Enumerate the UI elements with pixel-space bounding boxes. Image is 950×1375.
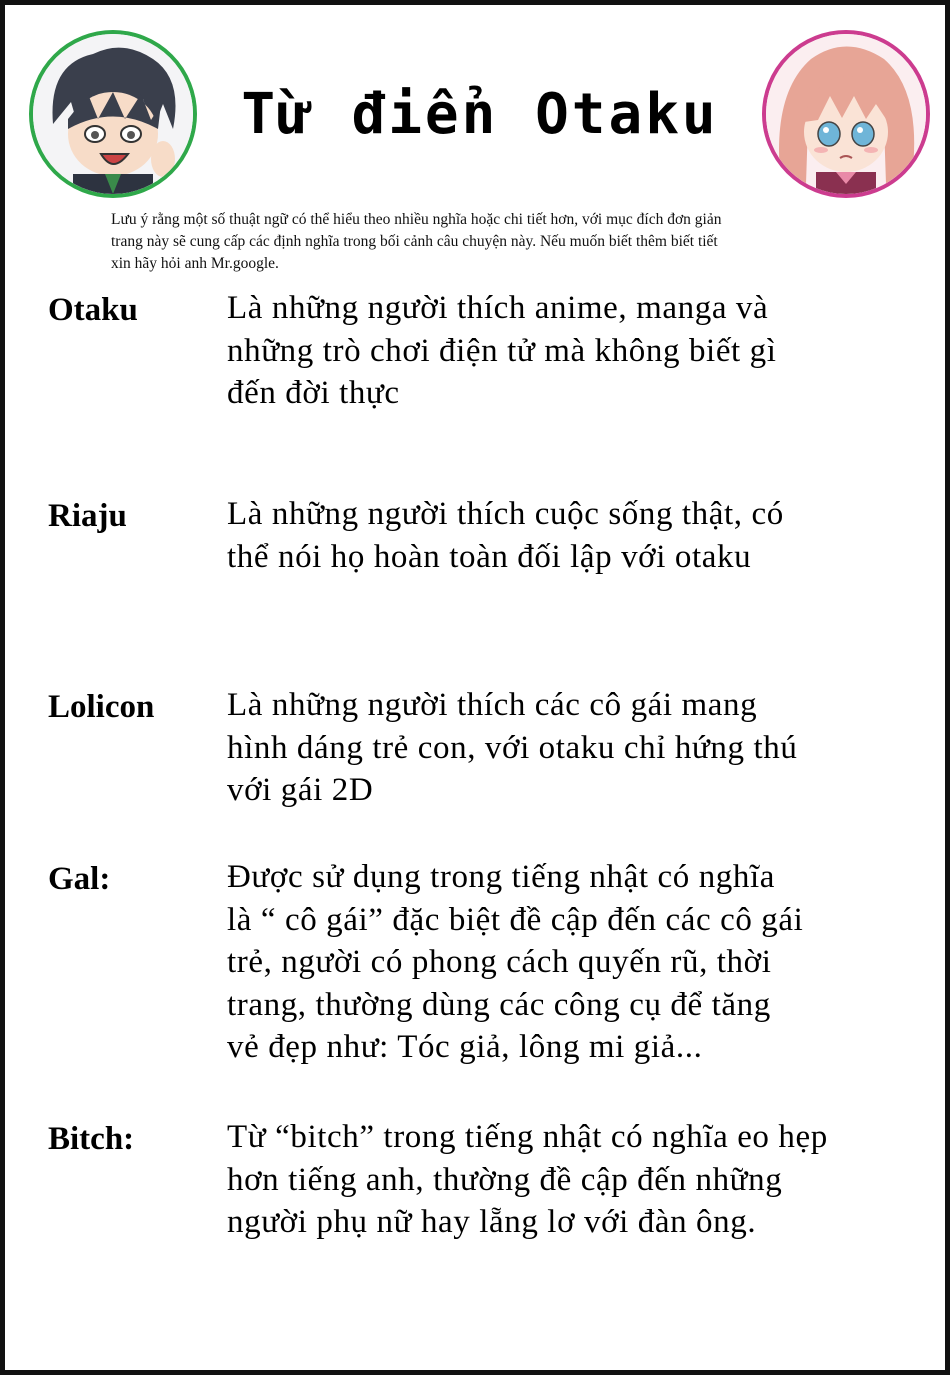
definition-line: với gái 2D xyxy=(227,772,374,808)
intro-note xyxy=(111,209,881,275)
term-otaku: Otaku xyxy=(48,292,138,328)
note-line: trang này sẽ cung cấp các định nghĩa trong bối cảnh câu chuyện này. Nếu muốn biết thêm biết tiết xyxy=(111,233,718,250)
term-bitch: Bitch: xyxy=(48,1121,135,1157)
definition-lolicon xyxy=(227,684,917,812)
term-gal: Gal: xyxy=(48,861,111,897)
definition-bitch xyxy=(227,1116,917,1244)
definition-line: Là những người thích các cô gái mang xyxy=(227,687,758,723)
definition-line: trang, thường dùng các công cụ để tăng xyxy=(227,986,771,1023)
term-riaju: Riaju xyxy=(48,498,127,534)
definition-line: hơn tiếng anh, thường đề cập đến những xyxy=(227,1161,783,1198)
definition-riaju xyxy=(227,493,917,578)
definition-line: Từ “bitch” trong tiếng nhật có nghĩa eo hẹp xyxy=(227,1119,828,1155)
anime-boy-avatar-icon xyxy=(29,30,197,198)
anime-girl-avatar-icon xyxy=(762,30,930,198)
definition-line: trẻ, người có phong cách quyến rũ, thời xyxy=(227,944,772,980)
definition-line: Được sử dụng trong tiếng nhật có nghĩa xyxy=(227,859,776,895)
definition-line: là “ cô gái” đặc biệt đề cập đến các cô gái xyxy=(227,901,804,938)
definition-line: Là những người thích anime, manga và xyxy=(227,290,769,326)
definition-line: vẻ đẹp như: Tóc giả, lông mi giả... xyxy=(227,1029,703,1065)
note-line: xin hãy hỏi anh Mr.google. xyxy=(111,255,279,272)
term-lolicon: Lolicon xyxy=(48,689,155,725)
definition-otaku xyxy=(227,287,917,415)
note-line: Lưu ý rằng một số thuật ngữ có thể hiểu theo nhiều nghĩa hoặc chi tiết hơn, với mục đích đơn giản xyxy=(111,211,722,228)
definition-line: hình dáng trẻ con, với otaku chỉ hứng thú xyxy=(227,729,798,766)
definition-line: thể nói họ hoàn toàn đối lập với otaku xyxy=(227,538,752,575)
definition-line: người phụ nữ hay lẵng lơ với đàn ông. xyxy=(227,1204,757,1240)
definition-line: Là những người thích cuộc sống thật, có xyxy=(227,496,784,532)
definition-line: những trò chơi điện tử mà không biết gì xyxy=(227,332,777,369)
page-title: Từ điển Otaku xyxy=(241,82,719,147)
definition-line: đến đời thực xyxy=(227,375,400,411)
definition-gal xyxy=(227,856,917,1069)
